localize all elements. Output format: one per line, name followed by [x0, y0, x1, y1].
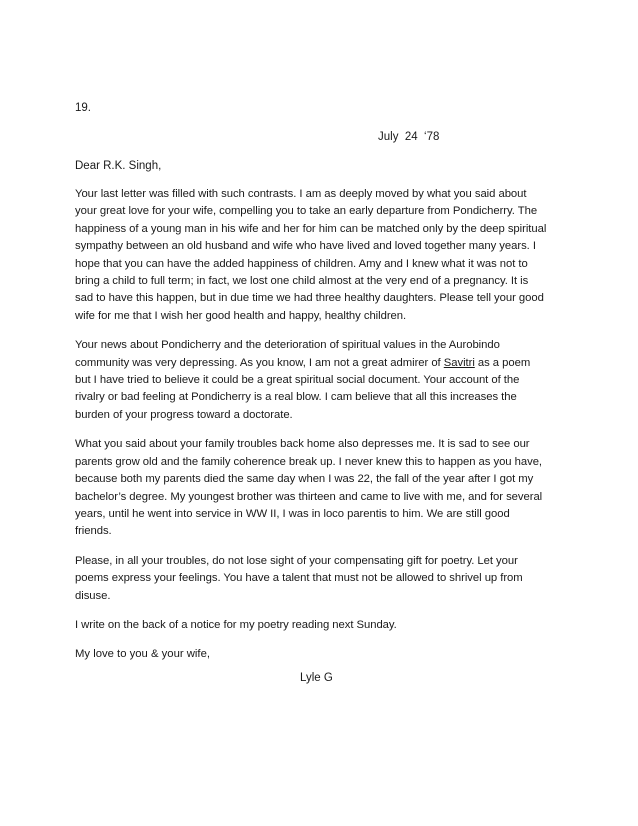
text-line: happiness of a young man in his wife and her for him can be matched only by the deep spiritual [75, 222, 547, 235]
poem-title: Savitri [443, 356, 475, 369]
text-line: wife for me that I wish her good health and happy, healthy children. [75, 309, 407, 322]
paragraph-3 [75, 436, 567, 540]
letter-body [75, 186, 567, 675]
text-line: friends. [75, 525, 112, 538]
text-line: because both my parents died the same day when I was 22, the fall of the year after I got my [75, 473, 534, 486]
text-line: burden of your progress toward a doctorate. [75, 408, 293, 421]
paragraph-2 [75, 337, 567, 424]
text-line: parents grow old and the family coherence break up. I never knew this to happen as you have, [75, 455, 543, 468]
letter-date: July 24 ‘78 [378, 131, 440, 143]
text-line: Your news about Pondicherry and the deterioration of spiritual values in the Aurobindo [75, 339, 500, 352]
letter-number: 19. [75, 102, 91, 114]
text-line: but I have tried to believe it could be a great spiritual social document. Your account of the [75, 374, 520, 387]
text-line: Please, in all your troubles, do not lose sight of your compensating gift for poetry. Let your [75, 554, 518, 567]
text-line: disuse. [75, 589, 111, 602]
paragraph-5 [75, 617, 567, 634]
text-line: bring a child to full term; in fact, we lost one child almost at the very end of a pregnancy. It is [75, 275, 529, 288]
text-line: rivalry or bad feeling at Pondicherry is a real blow. I cam believe that all this increases the [75, 391, 517, 404]
text-segment: community was very depressing. As you know, I am not a great admirer of [75, 356, 444, 369]
paragraph-4 [75, 553, 567, 605]
text-line: your great love for your wife, compelling you to take an early departure from Pondicherry. The [75, 205, 538, 218]
text-line: sympathy between an old husband and wife who have lived and loved together many years. I [75, 240, 536, 253]
closing: My love to you & your wife, [75, 648, 210, 661]
text-line: poems express your feelings. You have a talent that must not be allowed to shrivel up from [75, 572, 523, 585]
salutation: Dear R.K. Singh, [75, 160, 162, 172]
text-line: bachelor’s degree. My youngest brother was thirteen and came to live with me, and for several [75, 490, 543, 503]
text-line: I write on the back of a notice for my poetry reading next Sunday. [75, 618, 397, 631]
text-line: sad to have this happen, but in due time we had three healthy daughters. Please tell your good [75, 292, 544, 305]
text-line: hope that you can have the added happiness of children. Amy and I knew what it was not to [75, 257, 528, 270]
text-segment: as a poem [474, 356, 531, 369]
paragraph-1 [75, 186, 567, 325]
text-line: years, until he went into service in WW II, I was in loco parentis to him. We are still good [75, 507, 510, 520]
text-line [75, 355, 567, 372]
signature: Lyle G [300, 672, 333, 684]
text-line: Your last letter was filled with such contrasts. I am as deeply moved by what you said about [75, 188, 527, 200]
text-line: What you said about your family troubles back home also depresses me. It is sad to see our [75, 438, 530, 451]
